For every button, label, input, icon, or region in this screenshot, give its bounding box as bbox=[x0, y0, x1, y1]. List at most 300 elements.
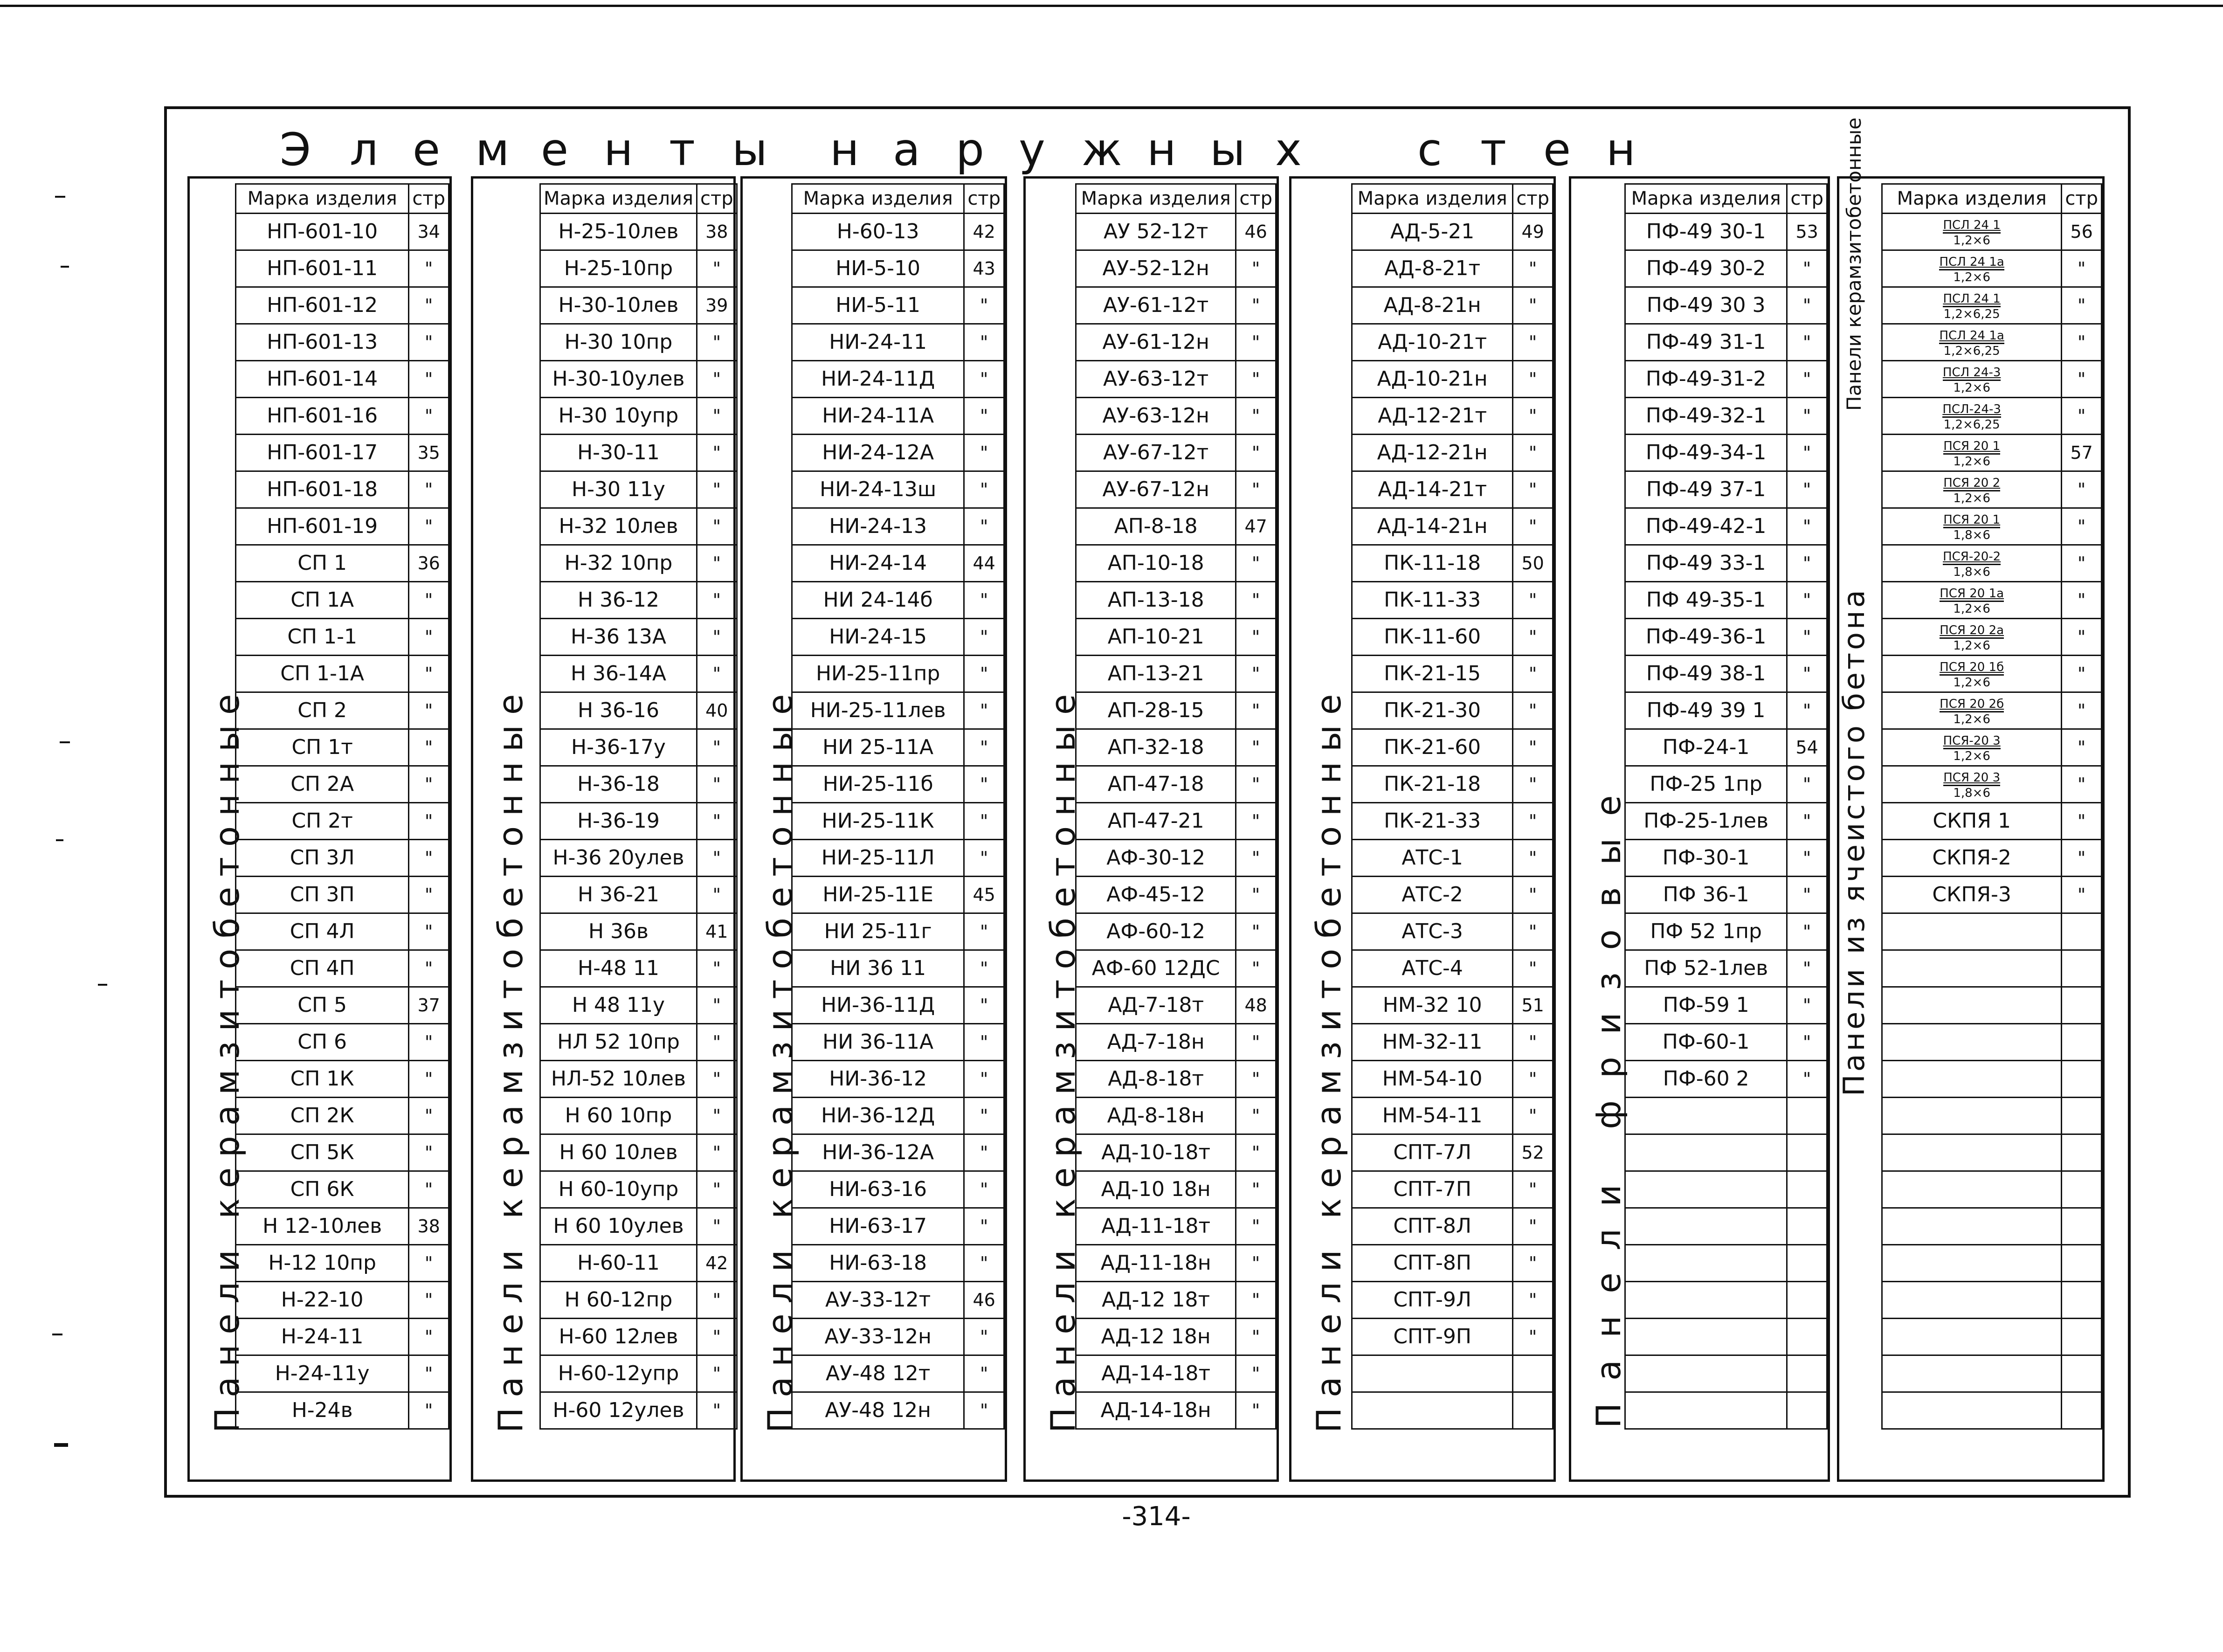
item-mark bbox=[1882, 1245, 2062, 1282]
item-page: " bbox=[697, 619, 737, 656]
table-row bbox=[1625, 214, 1827, 250]
item-mark bbox=[1882, 324, 2062, 361]
item-page: " bbox=[697, 766, 737, 803]
item-mark: СП 5 bbox=[236, 987, 409, 1024]
item-page: " bbox=[1513, 287, 1553, 324]
item-page: " bbox=[1236, 1392, 1276, 1429]
table-row bbox=[792, 619, 1004, 656]
table-row bbox=[792, 1355, 1004, 1392]
table-row bbox=[540, 1024, 737, 1061]
item-mark: СП 2т bbox=[236, 803, 409, 840]
item-mark: СП 1-1А bbox=[236, 656, 409, 692]
scan-mark bbox=[54, 1443, 68, 1447]
table-row bbox=[1625, 656, 1827, 692]
item-page: " bbox=[409, 1319, 449, 1355]
item-page bbox=[2062, 1098, 2102, 1134]
item-mark-fraction bbox=[1940, 587, 2004, 616]
table-row bbox=[1625, 1024, 1827, 1061]
table-row bbox=[540, 508, 737, 545]
table-row bbox=[1352, 287, 1553, 324]
item-mark-fraction bbox=[1943, 439, 2000, 469]
table-row bbox=[792, 692, 1004, 729]
item-mark: Н-36 20улев bbox=[540, 840, 697, 877]
item-page bbox=[2062, 987, 2102, 1024]
header-mark: Марка изделия bbox=[1352, 184, 1513, 214]
table-row bbox=[1882, 471, 2102, 508]
item-mark: Н-30 11у bbox=[540, 471, 697, 508]
table-row bbox=[236, 1392, 449, 1429]
item-mark: НИ 36-11А bbox=[792, 1024, 964, 1061]
table-row bbox=[1352, 1024, 1553, 1061]
table-row bbox=[236, 582, 449, 619]
table-row bbox=[1352, 1319, 1553, 1355]
item-mark: Н-60 12улев bbox=[540, 1392, 697, 1429]
item-mark: АД-10-21н bbox=[1352, 361, 1513, 398]
item-page: " bbox=[409, 840, 449, 877]
table-row bbox=[1625, 1282, 1827, 1319]
item-mark: ПФ-59 1 bbox=[1625, 987, 1787, 1024]
table-row bbox=[1882, 1171, 2102, 1208]
item-page: " bbox=[1236, 1024, 1276, 1061]
table-row bbox=[1625, 545, 1827, 582]
item-page: " bbox=[409, 950, 449, 987]
item-mark: НИ-24-15 bbox=[792, 619, 964, 656]
item-page: " bbox=[1513, 803, 1553, 840]
table-row bbox=[1625, 1098, 1827, 1134]
item-mark bbox=[1625, 1171, 1787, 1208]
item-page: " bbox=[1787, 766, 1827, 803]
table-row bbox=[1882, 803, 2102, 840]
title-letter: е bbox=[541, 124, 569, 176]
title-letter: х bbox=[1275, 124, 1302, 176]
item-page: " bbox=[1236, 619, 1276, 656]
table-row bbox=[540, 1282, 737, 1319]
item-page: " bbox=[1236, 1208, 1276, 1245]
item-page: 44 bbox=[964, 545, 1004, 582]
fraction-denominator: 1,2×6,25 bbox=[1943, 344, 2000, 358]
header-mark: Марка изделия bbox=[792, 184, 964, 214]
table-row bbox=[540, 324, 737, 361]
table-row bbox=[1352, 1171, 1553, 1208]
table-row bbox=[1625, 950, 1827, 987]
item-page: " bbox=[1236, 1282, 1276, 1319]
item-mark: АД-14-18т bbox=[1076, 1355, 1236, 1392]
table-row bbox=[236, 656, 449, 692]
item-page: " bbox=[697, 1392, 737, 1429]
item-mark: НП-601-12 bbox=[236, 287, 409, 324]
title-letter: е bbox=[413, 124, 441, 176]
item-page: " bbox=[697, 582, 737, 619]
table-row bbox=[236, 398, 449, 435]
table-row bbox=[1352, 619, 1553, 656]
item-page: " bbox=[1787, 840, 1827, 877]
item-page: " bbox=[1513, 508, 1553, 545]
item-mark: НИ-24-13 bbox=[792, 508, 964, 545]
item-page: " bbox=[2062, 582, 2102, 619]
table-row bbox=[236, 1098, 449, 1134]
item-mark: АД-11-18н bbox=[1076, 1245, 1236, 1282]
item-mark: АУ-48 12т bbox=[792, 1355, 964, 1392]
item-page: 57 bbox=[2062, 435, 2102, 471]
table-row bbox=[792, 398, 1004, 435]
table-row bbox=[236, 435, 449, 471]
item-mark: СП 3П bbox=[236, 877, 409, 913]
item-page: " bbox=[697, 1282, 737, 1319]
table-row bbox=[1352, 656, 1553, 692]
item-mark: НМ-32-11 bbox=[1352, 1024, 1513, 1061]
group-label-text: Панели керамзитобетонные bbox=[491, 684, 530, 1433]
item-mark: Н 60-10упр bbox=[540, 1171, 697, 1208]
table-row bbox=[1352, 1282, 1553, 1319]
item-mark bbox=[1882, 1392, 2062, 1429]
fraction-numerator: ПСЯ 20 1а bbox=[1940, 587, 2004, 602]
table-row bbox=[236, 361, 449, 398]
table-row bbox=[540, 1098, 737, 1134]
table-row bbox=[1076, 656, 1276, 692]
title-letter: т bbox=[1480, 124, 1506, 176]
item-mark: ПФ-49 30-2 bbox=[1625, 250, 1787, 287]
item-mark bbox=[1882, 987, 2062, 1024]
item-mark: АП-13-18 bbox=[1076, 582, 1236, 619]
fraction-numerator: ПСЛ 24 1 bbox=[1943, 218, 2000, 234]
item-page: " bbox=[1236, 656, 1276, 692]
item-mark: НП-601-16 bbox=[236, 398, 409, 435]
item-mark: Н-24в bbox=[236, 1392, 409, 1429]
item-page: " bbox=[964, 1134, 1004, 1171]
item-mark: Н 60 10лев bbox=[540, 1134, 697, 1171]
item-mark: НП-601-10 bbox=[236, 214, 409, 250]
item-page: " bbox=[409, 582, 449, 619]
item-mark: СП 2К bbox=[236, 1098, 409, 1134]
item-page: " bbox=[2062, 508, 2102, 545]
item-page: " bbox=[409, 729, 449, 766]
item-mark: НП-601-18 bbox=[236, 471, 409, 508]
item-mark: ПФ-49 31-1 bbox=[1625, 324, 1787, 361]
table-row bbox=[1625, 1245, 1827, 1282]
item-page: " bbox=[1236, 692, 1276, 729]
item-mark: Н-24-11 bbox=[236, 1319, 409, 1355]
table-row bbox=[1352, 950, 1553, 987]
table-row bbox=[1625, 398, 1827, 435]
item-page bbox=[1787, 1171, 1827, 1208]
title-letter: ы bbox=[732, 124, 767, 176]
group-label-text: Панели керамзитобетонные bbox=[760, 684, 800, 1433]
group-label-text: Панели фризовые bbox=[1589, 773, 1628, 1428]
item-page: " bbox=[1787, 361, 1827, 398]
table-row bbox=[1882, 877, 2102, 913]
table-row bbox=[540, 361, 737, 398]
table-header-row bbox=[540, 184, 737, 214]
table-row bbox=[236, 324, 449, 361]
item-mark: ПФ-49-36-1 bbox=[1625, 619, 1787, 656]
item-page: " bbox=[964, 1171, 1004, 1208]
item-page: 49 bbox=[1513, 214, 1553, 250]
group-label-text: Панели керамзитобетонные bbox=[1309, 684, 1348, 1433]
item-page bbox=[1513, 1355, 1553, 1392]
title-letter: н bbox=[1606, 124, 1636, 176]
item-mark: СП 2 bbox=[236, 692, 409, 729]
table-header-row bbox=[792, 184, 1004, 214]
table-row bbox=[1352, 1061, 1553, 1098]
table-row bbox=[540, 250, 737, 287]
item-page: " bbox=[697, 1208, 737, 1245]
table-row bbox=[540, 287, 737, 324]
table-row bbox=[1882, 1319, 2102, 1355]
item-mark: ПФ-25 1пр bbox=[1625, 766, 1787, 803]
item-mark: НЛ 52 10пр bbox=[540, 1024, 697, 1061]
table-row bbox=[540, 435, 737, 471]
table-row bbox=[236, 729, 449, 766]
item-mark bbox=[1882, 361, 2062, 398]
page-title bbox=[164, 122, 2131, 177]
item-mark bbox=[1882, 398, 2062, 435]
table-row bbox=[1076, 1282, 1276, 1319]
item-page: " bbox=[697, 987, 737, 1024]
fraction-numerator: ПСЯ 20 2а bbox=[1940, 623, 2004, 639]
item-page: " bbox=[2062, 766, 2102, 803]
item-page: 54 bbox=[1787, 729, 1827, 766]
item-page: " bbox=[409, 471, 449, 508]
fraction-numerator: ПСЯ 20 1б bbox=[1940, 660, 2004, 676]
item-page bbox=[2062, 1134, 2102, 1171]
title-letter: ы bbox=[1210, 124, 1245, 176]
table-row bbox=[1625, 803, 1827, 840]
item-mark bbox=[1882, 250, 2062, 287]
item-mark: Н 48 11у bbox=[540, 987, 697, 1024]
table-row bbox=[1352, 803, 1553, 840]
table-row bbox=[1352, 1392, 1553, 1429]
item-page: " bbox=[2062, 692, 2102, 729]
table-row bbox=[1625, 508, 1827, 545]
item-mark bbox=[1625, 1392, 1787, 1429]
item-page: " bbox=[964, 398, 1004, 435]
table-row bbox=[792, 508, 1004, 545]
item-page: " bbox=[1236, 287, 1276, 324]
item-page: " bbox=[409, 1282, 449, 1319]
item-page: " bbox=[1787, 435, 1827, 471]
item-page: " bbox=[964, 324, 1004, 361]
item-mark: АД-11-18т bbox=[1076, 1208, 1236, 1245]
group-vertical-label bbox=[743, 314, 800, 1470]
item-page: " bbox=[1787, 1024, 1827, 1061]
item-mark: НИ-24-11Д bbox=[792, 361, 964, 398]
table-row bbox=[1076, 1098, 1276, 1134]
table-row bbox=[236, 987, 449, 1024]
title-letter: н bbox=[830, 124, 859, 176]
item-page: " bbox=[697, 508, 737, 545]
table-row bbox=[1882, 508, 2102, 545]
item-mark: Н-25-10пр bbox=[540, 250, 697, 287]
table-row bbox=[1882, 619, 2102, 656]
table-row bbox=[1352, 877, 1553, 913]
table-row bbox=[792, 656, 1004, 692]
item-page: " bbox=[964, 287, 1004, 324]
item-mark bbox=[1882, 1319, 2062, 1355]
table-row bbox=[1352, 1098, 1553, 1134]
table-row bbox=[1076, 1171, 1276, 1208]
table-row bbox=[1076, 803, 1276, 840]
table-row bbox=[540, 1061, 737, 1098]
table-row bbox=[1625, 1355, 1827, 1392]
item-mark: ПФ-24-1 bbox=[1625, 729, 1787, 766]
item-mark bbox=[1352, 1392, 1513, 1429]
table-row bbox=[236, 471, 449, 508]
table-row bbox=[1882, 361, 2102, 398]
item-page: " bbox=[964, 913, 1004, 950]
item-page: " bbox=[1513, 656, 1553, 692]
item-page: " bbox=[409, 250, 449, 287]
table-row bbox=[792, 1319, 1004, 1355]
item-mark: Н 36в bbox=[540, 913, 697, 950]
table-row bbox=[540, 692, 737, 729]
item-mark: ПФ 36-1 bbox=[1625, 877, 1787, 913]
item-mark: ПФ-49-34-1 bbox=[1625, 435, 1787, 471]
header-mark: Марка изделия bbox=[1076, 184, 1236, 214]
item-mark: СП 2А bbox=[236, 766, 409, 803]
item-mark-fraction bbox=[1943, 771, 2000, 800]
item-mark bbox=[1625, 1355, 1787, 1392]
item-page bbox=[2062, 1171, 2102, 1208]
item-mark: ПК-11-18 bbox=[1352, 545, 1513, 582]
item-page: " bbox=[964, 435, 1004, 471]
item-mark bbox=[1882, 656, 2062, 692]
fraction-denominator: 1,2×6 bbox=[1953, 270, 1990, 284]
item-mark: АУ-61-12т bbox=[1076, 287, 1236, 324]
table-row bbox=[1882, 1098, 2102, 1134]
item-page bbox=[1513, 1392, 1553, 1429]
table-row bbox=[792, 987, 1004, 1024]
item-mark: АУ-48 12н bbox=[792, 1392, 964, 1429]
table-row bbox=[1625, 1134, 1827, 1171]
item-page: " bbox=[1236, 729, 1276, 766]
item-mark: НИ-36-12Д bbox=[792, 1098, 964, 1134]
item-mark: АФ-60-12 bbox=[1076, 913, 1236, 950]
item-page: " bbox=[1513, 766, 1553, 803]
item-page bbox=[2062, 1245, 2102, 1282]
item-page: " bbox=[1787, 287, 1827, 324]
element-group bbox=[187, 176, 452, 1482]
item-mark: АД-8-21т bbox=[1352, 250, 1513, 287]
item-page: " bbox=[1513, 324, 1553, 361]
table-row bbox=[1882, 766, 2102, 803]
table-row bbox=[1352, 729, 1553, 766]
table-row bbox=[792, 803, 1004, 840]
item-page: " bbox=[697, 324, 737, 361]
item-mark bbox=[1882, 913, 2062, 950]
item-page bbox=[1787, 1282, 1827, 1319]
table-row bbox=[1352, 1245, 1553, 1282]
table-row bbox=[1882, 214, 2102, 250]
fraction-denominator: 1,8×6 bbox=[1953, 565, 1990, 579]
item-page bbox=[2062, 1024, 2102, 1061]
scan-mark bbox=[55, 196, 65, 198]
table-row bbox=[1076, 287, 1276, 324]
title-letter: л bbox=[350, 124, 379, 176]
item-page: " bbox=[1513, 619, 1553, 656]
item-page: " bbox=[697, 545, 737, 582]
item-page: " bbox=[1513, 950, 1553, 987]
item-mark: ПФ-49 33-1 bbox=[1625, 545, 1787, 582]
table-row bbox=[236, 913, 449, 950]
item-page: " bbox=[409, 803, 449, 840]
table-row bbox=[236, 287, 449, 324]
item-page: " bbox=[697, 435, 737, 471]
table-row bbox=[1352, 545, 1553, 582]
item-mark: АД-12 18т bbox=[1076, 1282, 1236, 1319]
table-row bbox=[792, 1098, 1004, 1134]
item-page: " bbox=[1513, 877, 1553, 913]
header-page: стр bbox=[1787, 184, 1827, 214]
item-page: " bbox=[409, 656, 449, 692]
table-row bbox=[540, 545, 737, 582]
item-mark: НП-601-11 bbox=[236, 250, 409, 287]
item-mark: ПФ-49-32-1 bbox=[1625, 398, 1787, 435]
table-row bbox=[1625, 877, 1827, 913]
table-row bbox=[540, 913, 737, 950]
table-row bbox=[236, 214, 449, 250]
item-page: " bbox=[2062, 545, 2102, 582]
item-page: " bbox=[964, 803, 1004, 840]
scan-mark bbox=[61, 266, 69, 268]
table-row bbox=[1076, 250, 1276, 287]
item-page: " bbox=[409, 1061, 449, 1098]
item-page: " bbox=[697, 1134, 737, 1171]
item-mark: Н-60 12лев bbox=[540, 1319, 697, 1355]
table-row bbox=[1352, 840, 1553, 877]
item-mark: НИ-24-14 bbox=[792, 545, 964, 582]
item-mark: СП 1-1 bbox=[236, 619, 409, 656]
table-row bbox=[540, 398, 737, 435]
item-page: " bbox=[2062, 361, 2102, 398]
item-page: " bbox=[964, 1392, 1004, 1429]
item-page: " bbox=[1787, 250, 1827, 287]
item-page bbox=[1787, 1319, 1827, 1355]
item-mark: Н-48 11 bbox=[540, 950, 697, 987]
item-page: " bbox=[697, 1319, 737, 1355]
table-row bbox=[1882, 1134, 2102, 1171]
fraction-numerator: ПСЯ 20 2б bbox=[1940, 697, 2004, 712]
title-letter: у bbox=[1019, 124, 1045, 176]
table-row bbox=[1882, 987, 2102, 1024]
item-mark: АФ-60 12ДС bbox=[1076, 950, 1236, 987]
item-mark bbox=[1882, 471, 2062, 508]
item-mark: НМ-54-10 bbox=[1352, 1061, 1513, 1098]
item-mark: АУ-63-12н bbox=[1076, 398, 1236, 435]
item-page: " bbox=[964, 1355, 1004, 1392]
table-row bbox=[1352, 1134, 1553, 1171]
item-mark: НИ-63-17 bbox=[792, 1208, 964, 1245]
table-row bbox=[792, 840, 1004, 877]
title-letter: н bbox=[1147, 124, 1176, 176]
title-letter: с bbox=[1417, 124, 1442, 176]
table-row bbox=[1882, 1245, 2102, 1282]
item-mark: АП-28-15 bbox=[1076, 692, 1236, 729]
table-row bbox=[792, 1171, 1004, 1208]
item-mark: АТС-1 bbox=[1352, 840, 1513, 877]
item-page: " bbox=[964, 692, 1004, 729]
item-mark: Н-60-13 bbox=[792, 214, 964, 250]
item-page: " bbox=[1236, 545, 1276, 582]
group-vertical-label-top bbox=[1840, 117, 1887, 435]
table-row bbox=[1882, 1024, 2102, 1061]
table-row bbox=[1625, 435, 1827, 471]
item-mark: АУ-67-12н bbox=[1076, 471, 1236, 508]
item-page: " bbox=[697, 1098, 737, 1134]
item-mark: НИ-25-11Е bbox=[792, 877, 964, 913]
table-row bbox=[540, 1245, 737, 1282]
title-letter: е bbox=[1543, 124, 1571, 176]
item-page: " bbox=[2062, 250, 2102, 287]
